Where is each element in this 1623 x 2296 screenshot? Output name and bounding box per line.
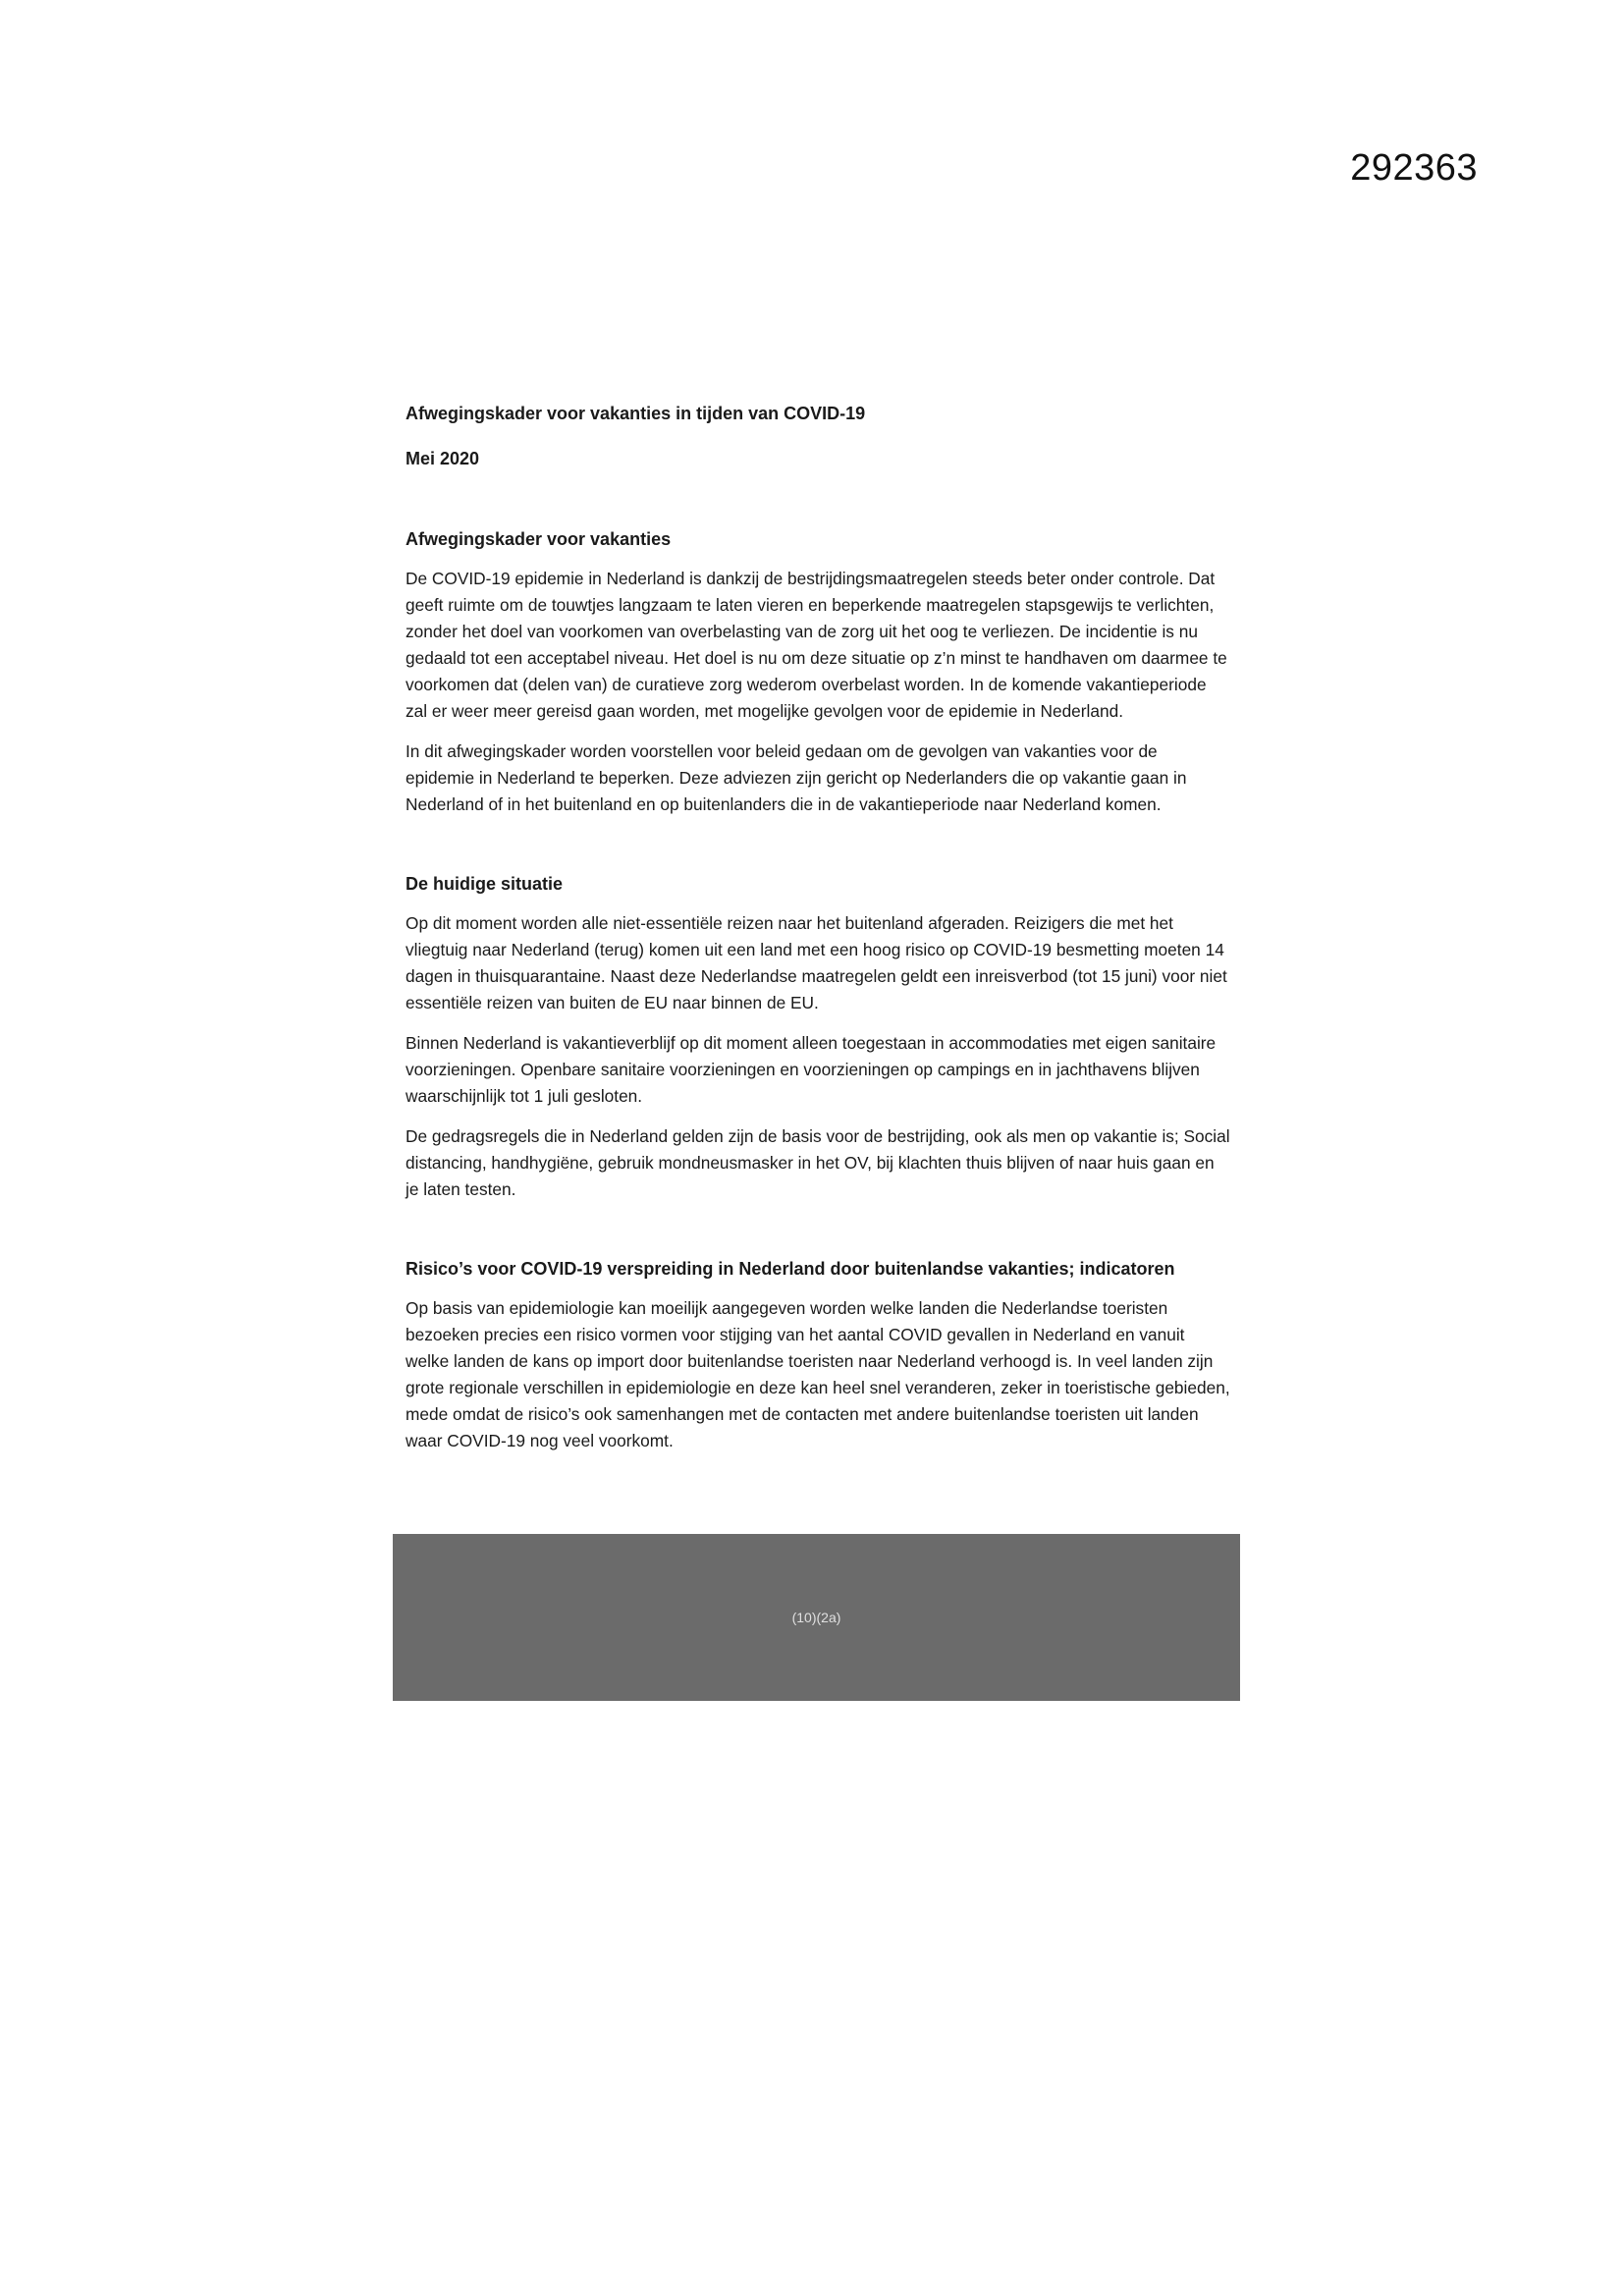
section-heading: Afwegingskader voor vakanties: [406, 529, 672, 549]
section-huidige-situatie: [406, 871, 1230, 1203]
redaction-code: (10)(2a): [791, 1610, 841, 1625]
section-heading: Risico’s voor COVID-19 verspreiding in Nederland door buitenlandse vakanties; indicatoren: [406, 1259, 1175, 1279]
paragraph: De gedragsregels die in Nederland gelden zijn de basis voor de bestrijding, ook als men op vakantie is; Social distancing, handhygiëne, gebruik mondneusmasker in het OV, bij klachten thuis blijven of naar huis gaan en je laten testen.: [406, 1126, 1230, 1199]
paragraph: De COVID-19 epidemie in Nederland is dankzij de bestrijdingsmaatregelen steeds beter onder controle. Dat geeft ruimte om de touwtjes langzaam te laten vieren en beperkende maatregelen stapsgewijs te verlichten, zonder het doel van voorkomen van overbelasting van de zorg uit het oog te verliezen. De incidentie is nu gedaald tot een acceptabel niveau. Het doel is nu om deze situatie op z’n minst te handhaven om daarmee te voorkomen dat (delen van) de curatieve zorg wederom overbelast worden. In de komende vakantieperiode zal er weer meer gereisd gaan worden, met mogelijke gevolgen voor de epidemie in Nederland.: [406, 569, 1227, 721]
section-afwegingskader: [406, 526, 1230, 818]
paragraph: Op basis van epidemiologie kan moeilijk aangegeven worden welke landen die Nederlandse toeristen bezoeken precies een risico vormen voor stijging van het aantal COVID gevallen in Nederland en vanuit welke landen de kans op import door buitenlandse toeristen naar Nederland verhoogd is. In veel landen zijn grote regionale verschillen in epidemiologie en deze kan heel snel veranderen, zeker in toeristische gebieden, mede omdat de risico’s ook samenhangen met de contacten met andere buitenlandse toeristen uit landen waar COVID-19 nog veel voorkomt.: [406, 1298, 1230, 1450]
document-date: Mei 2020: [406, 449, 480, 468]
paragraph: Op dit moment worden alle niet-essentiële reizen naar het buitenland afgeraden. Reizigers die met het vliegtuig naar Nederland (terug) komen uit een land met een hoog risico op COVID-19 besmetting moeten 14 dagen in thuisquarantaine. Naast deze Nederlandse maatregelen geldt een inreisverbod (tot 15 juni) voor niet essentiële reizen van buiten de EU naar binnen de EU.: [406, 913, 1227, 1012]
document-number: 292363: [1350, 147, 1478, 189]
paragraph: Binnen Nederland is vakantieverblijf op dit moment alleen toegestaan in accommodaties met eigen sanitaire voorzieningen. Openbare sanitaire voorzieningen en voorzieningen op campings en in jachthavens blijven waarschijnlijk tot 1 juli gesloten.: [406, 1033, 1217, 1106]
paragraph: In dit afwegingskader worden voorstellen voor beleid gedaan om de gevolgen van vakanties voor de epidemie in Nederland te beperken. Deze adviezen zijn gericht op Nederlanders die op vakantie gaan in Nederland of in het buitenland en op buitenlanders die in de vakantieperiode naar Nederland komen.: [406, 741, 1187, 814]
document-title: Afwegingskader voor vakanties in tijden van COVID-19: [406, 404, 866, 423]
section-risicos: [406, 1256, 1230, 1454]
section-heading: De huidige situatie: [406, 874, 564, 894]
document-body: [406, 401, 1230, 1507]
redaction-block: [393, 1534, 1240, 1701]
